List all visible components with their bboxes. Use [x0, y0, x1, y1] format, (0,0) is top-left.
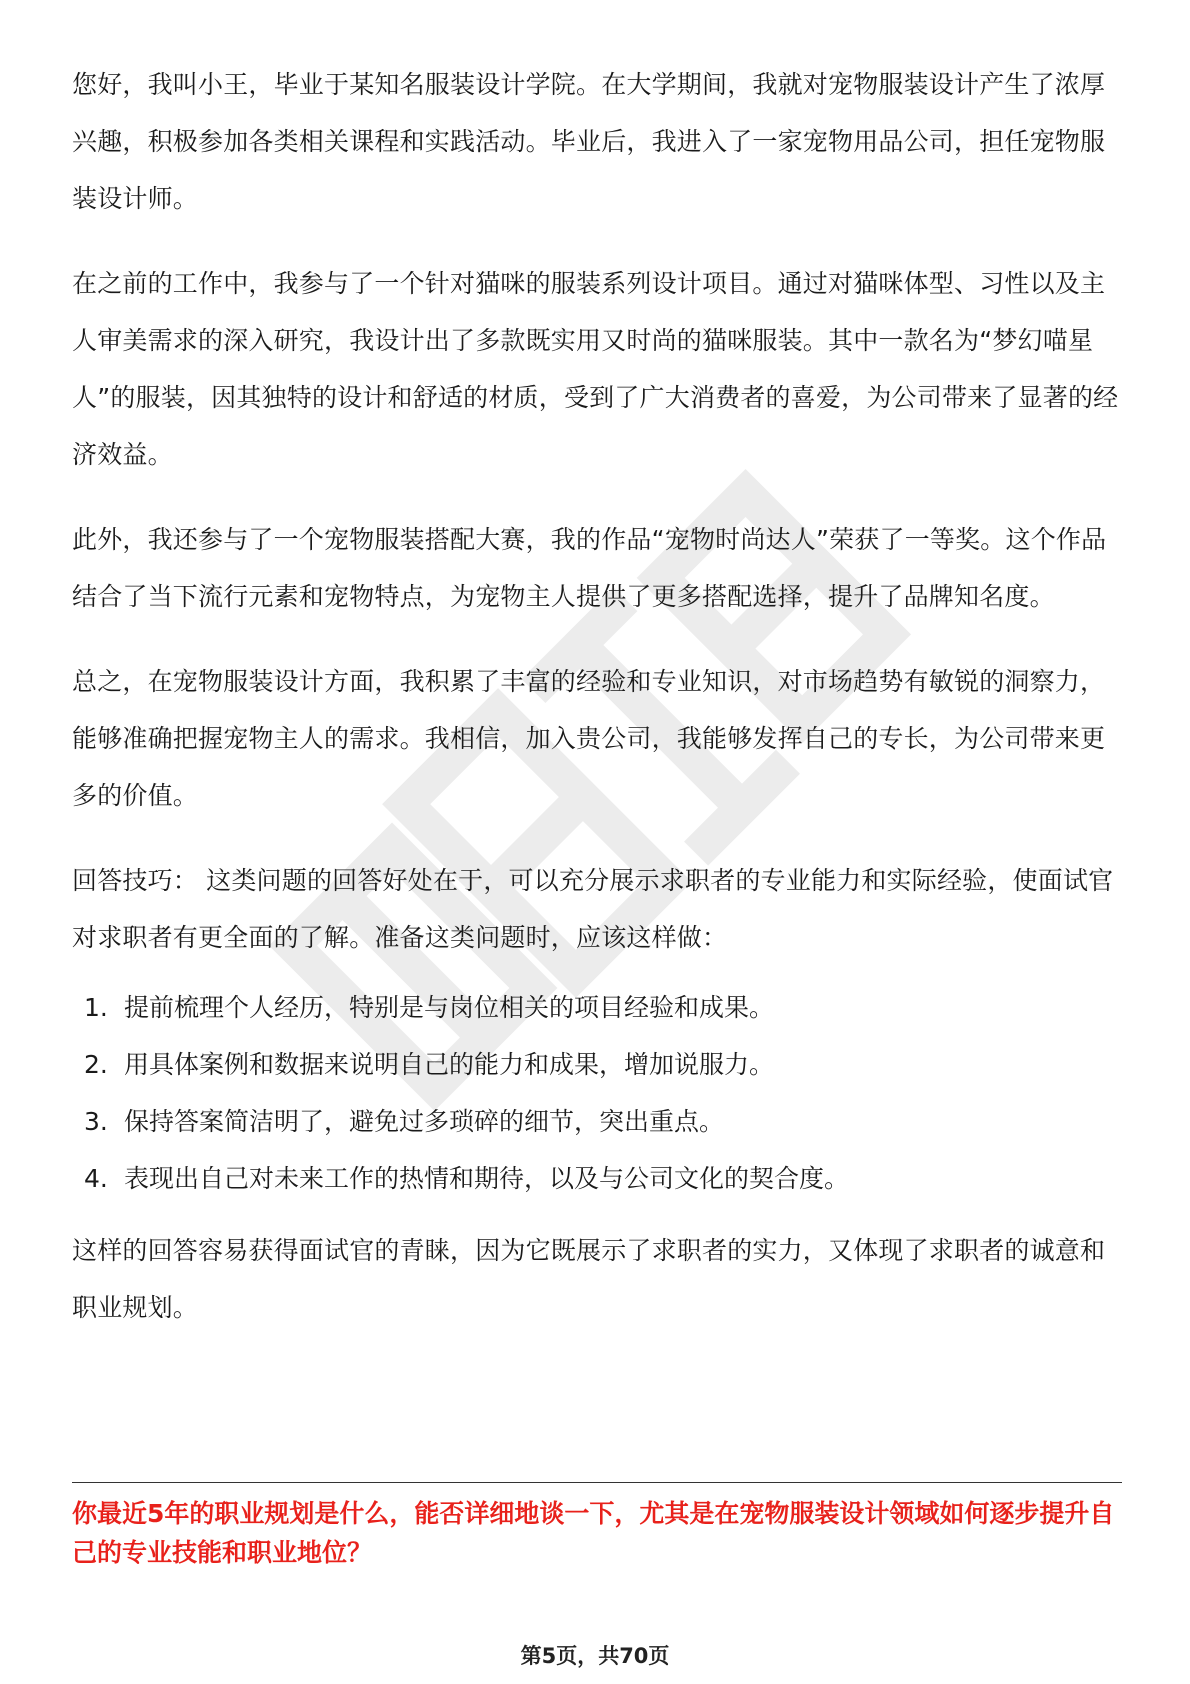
list-item-number: 4.	[84, 1164, 108, 1193]
answer-paragraph-summary: 总之，在宠物服装设计方面，我积累了丰富的经验和专业知识，对市场趋势有敏锐的洞察力，能够准确把握宠物主人的需求。我相信，加入贵公司，我能够发挥自己的专长，为公司带来更多的价值。	[72, 667, 1106, 810]
list-item	[84, 1165, 1122, 1192]
list-item-number: 2.	[84, 1050, 108, 1079]
list-item-text: 提前梳理个人经历，特别是与岗位相关的项目经验和成果。	[124, 993, 775, 1022]
main-content	[72, 56, 1122, 1364]
answer-paragraph-award: 此外，我还参与了一个宠物服装搭配大赛，我的作品“宠物时尚达人”荣获了一等奖。这个作品结合了当下流行元素和宠物特点，为宠物主人提供了更多搭配选择，提升了品牌知名度。	[72, 525, 1107, 611]
answer-tips-intro: 回答技巧： 这类问题的回答好处在于，可以充分展示求职者的专业能力和实际经验，使面试官对求职者有更全面的了解。准备这类问题时，应该这样做：	[72, 866, 1114, 952]
closing-paragraph: 这样的回答容易获得面试官的青睐，因为它既展示了求职者的实力，又体现了求职者的诚意和职业规划。	[72, 1236, 1106, 1322]
next-question-heading: 你最近5年的职业规划是什么，能否详细地谈一下，尤其是在宠物服装设计领域如何逐步提升自己的专业技能和职业地位？	[72, 1499, 1115, 1567]
list-item-text: 保持答案简洁明了，避免过多琐碎的细节，突出重点。	[124, 1107, 725, 1136]
section-divider	[72, 1482, 1122, 1483]
list-item	[84, 1108, 1122, 1135]
list-item	[84, 1051, 1122, 1078]
list-item-number: 1.	[84, 993, 108, 1022]
list-item-text: 用具体案例和数据来说明自己的能力和成果，增加说服力。	[124, 1050, 775, 1079]
answer-paragraph-intro: 您好，我叫小王，毕业于某知名服装设计学院。在大学期间，我就对宠物服装设计产生了浓厚兴趣，积极参加各类相关课程和实践活动。毕业后，我进入了一家宠物用品公司，担任宠物服装设计师。	[72, 70, 1106, 213]
tips-list	[72, 994, 1122, 1192]
list-item-text: 表现出自己对未来工作的热情和期待，以及与公司文化的契合度。	[124, 1164, 850, 1193]
list-item-number: 3.	[84, 1107, 108, 1136]
list-item	[84, 994, 1122, 1021]
page-number: 第5页，共70页	[520, 1644, 670, 1668]
answer-paragraph-project: 在之前的工作中，我参与了一个针对猫咪的服装系列设计项目。通过对猫咪体型、习性以及主人审美需求的深入研究，我设计出了多款既实用又时尚的猫咪服装。其中一款名为“梦幻喵星人”的服装，因其独特的设计和舒适的材质，受到了广大消费者的喜爱，为公司带来了显著的经济效益。	[72, 269, 1119, 469]
